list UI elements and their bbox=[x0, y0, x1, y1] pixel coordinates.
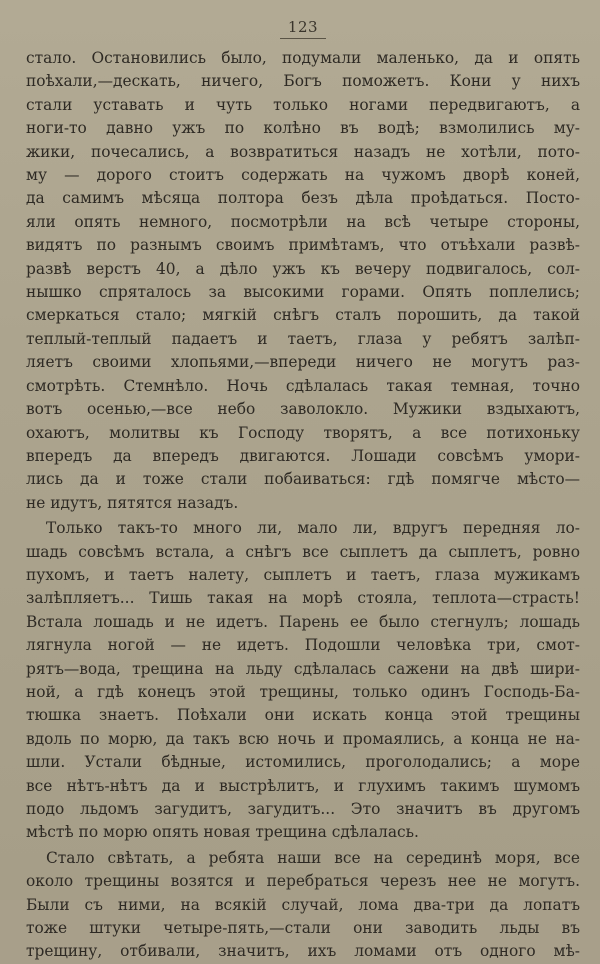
text-line: стали уставать и чуть только ногами передвигаютъ, а bbox=[26, 95, 580, 114]
text-line: вотъ осенью,—все небо заволокло. Мужики вздыхаютъ, bbox=[26, 400, 580, 419]
text-line: все нѣтъ-нѣтъ да и выстрѣлитъ, и глухимъ такимъ шумомъ bbox=[26, 776, 580, 795]
paragraph-3 bbox=[26, 847, 580, 964]
text-line: Были съ ними, на всякій случай, лома два-три да лопатъ bbox=[26, 895, 580, 914]
text-line: шли. Устали бѣдные, истомились, проголодались; а море bbox=[26, 753, 580, 772]
text-line: лягнула ногой — не идетъ. Подошли человѣка три, смот- bbox=[26, 636, 580, 655]
text-line: тоже штуки четыре-пять,—стали они заводить льды въ bbox=[26, 919, 580, 938]
text-line: да самимъ мѣсяца полтора безъ дѣла проѣдаться. Посто- bbox=[26, 189, 580, 208]
text-line: залѣпляетъ... Тишь такая на морѣ стояла, теплота—страсть! bbox=[26, 589, 580, 608]
text-line: поѣхали,—дескать, ничего, Богъ поможетъ. Кони у нихъ bbox=[26, 72, 580, 91]
text-line: стало. Остановились было, подумали маленько, да и опять bbox=[26, 49, 580, 67]
text-line: вдоль по морю, да такъ всю ночь и промаялись, а конца не на- bbox=[26, 729, 580, 748]
text-line: яли опять немного, посмотрѣли на всѣ четыре стороны, bbox=[26, 212, 580, 231]
page-number: 123 bbox=[287, 18, 319, 36]
text-line: смеркаться стало; мягкій снѣгъ сталъ порошить, да такой bbox=[26, 306, 580, 325]
text-line: жики, почесались, а возвратиться назадъ не хотѣли, пото- bbox=[26, 142, 580, 161]
text-line: ноги-то давно ужъ по колѣно въ водѣ; взмолились му- bbox=[26, 119, 580, 138]
text-line: подо льдомъ загудитъ, загудитъ... Это значитъ въ другомъ bbox=[26, 800, 580, 818]
text-line: впередъ да впередъ двигаются. Лошади совсѣмъ умори- bbox=[26, 446, 580, 465]
text-line: Встала лошадь и не идетъ. Парень ее было стегнулъ; лошадь bbox=[26, 612, 580, 631]
text-line: смотрѣть. Стемнѣло. Ночь сдѣлалась такая темная, точно bbox=[26, 376, 580, 395]
text-line: рятъ—вода, трещина на льду сдѣлалась сажени на двѣ шири- bbox=[26, 659, 580, 678]
text-line: трещину, отбивали, значитъ, ихъ ломами отъ одного мѣ- bbox=[26, 942, 580, 961]
paragraph-2 bbox=[26, 517, 580, 845]
text-line: теплый-теплый падаетъ и таетъ, глаза у ребятъ залѣп- bbox=[26, 329, 580, 348]
page-number-rule bbox=[280, 38, 326, 39]
text-line: Стало свѣтать, а ребята наши все на серединѣ моря, все bbox=[46, 848, 580, 867]
text-line: развѣ верстъ 40, а дѣло ужъ къ вечеру подвигалось, сол- bbox=[26, 259, 580, 278]
text-line: Только такъ-то много ли, мало ли, вдругъ передняя ло- bbox=[46, 519, 580, 538]
text-line: шадь совсѣмъ встала, а снѣгъ все сыплетъ да сыплетъ, ровно bbox=[26, 542, 580, 561]
paragraph-1 bbox=[26, 47, 580, 515]
text-line: лись да и тоже стали побаиваться: гдѣ помягче мѣсто— bbox=[26, 470, 580, 489]
text-line: около трещины возятся и перебраться черезъ нее не могутъ. bbox=[26, 872, 580, 891]
text-line: видятъ по разнымъ своимъ примѣтамъ, что отъѣхали развѣ- bbox=[26, 236, 580, 255]
text-line: ляетъ своими хлопьями,—впереди ничего не могутъ раз- bbox=[26, 353, 580, 372]
text-line: тюшка знаетъ. Поѣхали они искать конца этой трещины bbox=[26, 706, 580, 725]
text-line: му — дорого стоитъ содержать на чужомъ дворѣ коней, bbox=[26, 166, 580, 185]
text-line: ной, а гдѣ конецъ этой трещины, только одинъ Господь-Ба- bbox=[26, 682, 580, 701]
text-line: не идутъ, пятятся назадъ. bbox=[26, 493, 239, 512]
text-line: пухомъ, и таетъ налету, сыплетъ и таетъ, глаза мужикамъ bbox=[26, 565, 580, 584]
text-line: охаютъ, молитвы къ Господу творятъ, а все потихоньку bbox=[26, 423, 580, 442]
text-line: мѣстѣ по морю опять новая трещина сдѣлалась. bbox=[26, 823, 419, 842]
text-line: нышко спряталось за высокими горами. Опять поплелись; bbox=[26, 283, 580, 302]
